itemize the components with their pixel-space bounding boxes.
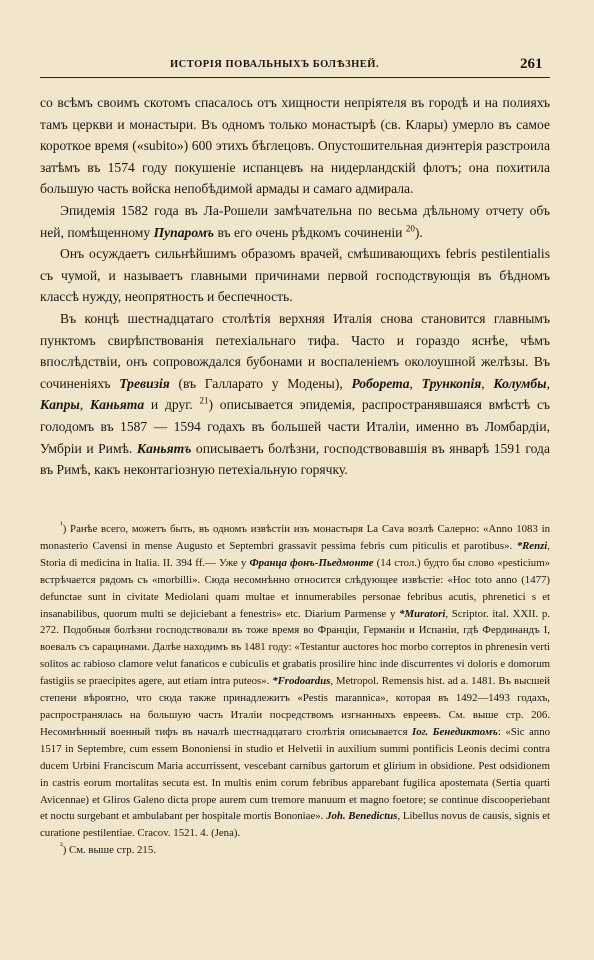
author-name: Каньята (89, 397, 145, 413)
text-run: (14 стол.) будто бы слово «pesticium» встрѣчается рядомъ съ «morbilli». Сюда несомнѣнно относится слѣдующее извѣстіе: «Hoc toto anno (1477) defunctae sunt in civitate Mediolani quam multae et innumerabiles personae febribus acutis, phrenetici s et insanabilibus, quorum multi se dejiciebant a fenestris» etc. Diarium Parmense y (40, 556, 550, 620)
paragraph-continuation: со всѣмъ своимъ скотомъ спасалось отъ хищности непріятеля въ городѣ и на полияхъ тамъ церкви и монастыри. Въ одномъ только монастырѣ (св. Клары) умерло въ самое короткое время («subito») 600 этихъ бѣглецовъ. Опустошительная диэнтерія разстроила затѣмъ въ 1574 году покушеніе испанцевъ на нидерландскій флотъ; она похитила большую часть войска непобѣдимой армады и самаго адмирала. (40, 95, 550, 197)
main-text (40, 92, 550, 481)
footnote-2 (40, 842, 550, 859)
text-run: описываетъ болѣзни, господствовавшія въ январѣ 1591 года въ Римѣ, какъ неконтагіозную петехіальную горячку. (40, 440, 550, 478)
author-name: Тревизія (119, 375, 170, 391)
text-run: и друг. (144, 397, 200, 413)
text-run: Въ концѣ шестнадцатаго столѣтія верхняя Италія снова становится главнымъ пунктомъ свирѣпствованія петехіальнаго тифа. Часто и гораздо яснѣе, чѣмъ впослѣдствіи, онъ сопровождался бубонами и воспаленіемъ околоушной желѣзы. Въ сочиненіяхъ (40, 310, 550, 391)
author-name: Joh. Benedictus (326, 810, 398, 823)
text-run: , (546, 375, 550, 391)
author-name: Франца фонъ-Пьедмонте (249, 556, 374, 569)
author-name: Пупаромъ (153, 224, 215, 240)
author-name: *Frodoardus (272, 675, 331, 688)
footnote-mark: ² (60, 840, 63, 851)
text-run: ) описывается эпидемія, распространявшаяся вмѣстѣ съ голодомъ въ 1587 — 1594 годахъ въ большей части Италіи, именно въ Ломбардіи, Умбріи и Римѣ. (40, 397, 551, 456)
footnotes (40, 521, 550, 859)
text-run: , (79, 397, 90, 413)
footnote-mark: ¹ (60, 519, 63, 530)
footnote-ref: 21 (199, 395, 209, 406)
text-run: , Metropol. Remensis hist. ad a. 1481. Въ высшей степени вѣроятно, что сюда также принадлежитъ «Pestis marannica», которая въ 1492—1493 годахъ, распространялась на большую часть Италіи посредствомъ изгнанныхъ евреевъ. См. выше стр. 206. Несомнѣнный военный тифъ въ началѣ шестнадцатаго столѣтія описывается (40, 675, 550, 738)
author-name: *Renzi (516, 539, 548, 552)
page-number: 261 (520, 56, 543, 72)
author-name: Капры (40, 397, 80, 413)
text-run: въ его очень рѣдкомъ сочиненіи (214, 224, 406, 240)
text-run: Эпидемія 1582 года въ Ла-Рошели замѣчательна по весьма дѣльному отчету объ ней, помѣщенному (40, 202, 550, 240)
running-title: ИСТОРІЯ ПОВАЛЬНЫХЪ БОЛѢЗНЕЙ. (170, 59, 380, 70)
text-run: , (409, 375, 422, 391)
footnote-1 (40, 521, 550, 842)
running-head (0, 56, 594, 78)
text-run: , Scriptor. ital. XXII. p. 272. Подобныя болѣзни господствовали въ тоже время во Франціи, Германіи и Испаніи, гдѣ Фердинандъ I, воевалъ съ сарацинами. Далѣе находимъ въ 1481 году: «Testantur auctores hoc morbo correptos in phrenesin verti solitos ac rabioso clamore velut fanaticos e cubiculis et grabatis prosilire hinc inde discurrentes vi doloris e domorum fastigiis se praecipites agere, aut etiam intra puteos». (40, 607, 551, 688)
text-run: ) См. выше стр. 215. (62, 844, 156, 857)
author-name: *Muratori (399, 607, 446, 620)
paragraph-febris: Онъ осуждаетъ сильнѣйшимъ образомъ врачей, смѣшивающихъ febris pestilentialis съ чумой, и называетъ главными причинами первой господствующія въ бѣдномъ классѣ нужду, неопрятность и беспечность. (40, 246, 550, 305)
paragraph-italy (40, 308, 550, 481)
text-run: : «Sic anno 1517 in Septembre, cum essem Bononiensi in studio et Helvetii in auxilium summi pontificis Leonis decimi contra ducem Urbini Franciscum Maria accurrissent, vescebant carnibus gartorum et glirium in obsidione. Pest odsidionem in castris eorum mortalitas secuta est. In multis enim corum febribus apparebant fugilica apostemata (Sertia quarti Avicennae) et Gliros Galeno dicta prope aurem cum tremore manuum et magno foetore; se continue discooperiebant et noctu surgebant et ambulabant per hospitale mortis Bononiae». (40, 725, 550, 823)
text-run: , Storia di medicina in Italia. II. 394 ff.— Уже у (40, 539, 550, 569)
footnote-ref: 20 (405, 223, 415, 234)
author-name: Роборета (351, 375, 410, 391)
text-run: , Libellus novus de causis, signis et curatione pestilentiae. Cracov. 1521. 4. (Jena). (40, 810, 550, 840)
author-name: Колумбы (493, 375, 547, 391)
text-run: , (481, 375, 494, 391)
text-run: (въ Галларато у Модены), (169, 375, 352, 391)
text-run: ) Ранѣе всего, можетъ быть, въ одномъ извѣстіи изъ монастыря La Cava возлѣ Салерно: «Anno 1083 in monasterio Cavensi in mense Augusto et Septembri grassavit pessima febris cum piticulis et parotibus». (40, 523, 550, 552)
header-rule (40, 77, 550, 78)
text-run: ). (414, 224, 423, 240)
author-name: Іог. Бенедиктомъ (412, 725, 498, 738)
paragraph-la-rochelle (40, 200, 550, 243)
author-name: Трункопія (421, 375, 482, 391)
author-name: Каньятъ (136, 440, 192, 456)
